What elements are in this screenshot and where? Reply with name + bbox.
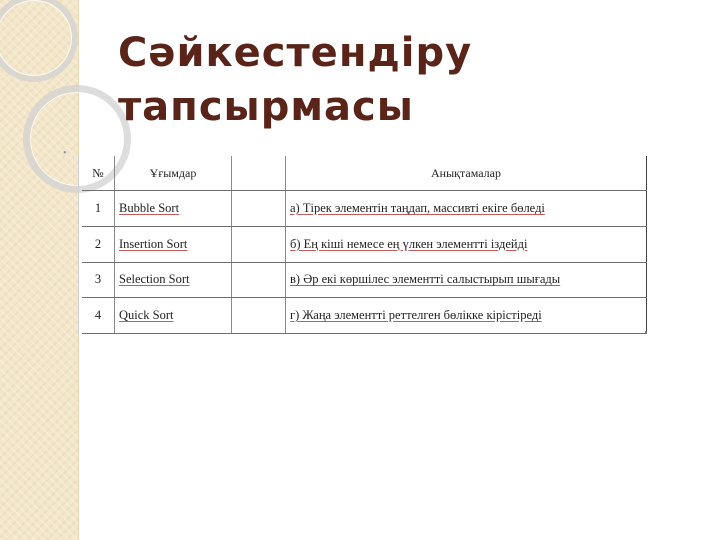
- header-empty-cell: [232, 156, 286, 191]
- row-definition[interactable]: г) Жаңа элементті реттелген бөлікке кірістіреді: [286, 298, 647, 334]
- row-empty-cell: [232, 226, 286, 262]
- row-empty-cell: [232, 191, 286, 227]
- row-definition[interactable]: в) Әр екі көршілес элементті салыстырып шығады: [286, 262, 647, 298]
- row-definition[interactable]: б) Ең кіші немесе ең үлкен элементті іздейді: [286, 226, 647, 262]
- table-corner-mark: [645, 331, 647, 333]
- table-left-edge: [78, 156, 79, 334]
- row-concept[interactable]: Insertion Sort: [115, 226, 232, 262]
- row-number: 2: [82, 226, 115, 262]
- row-concept[interactable]: Bubble Sort: [115, 191, 232, 227]
- row-concept[interactable]: Selection Sort: [115, 262, 232, 298]
- slide-title: Сәйкестендіру тапсырмасы: [118, 30, 473, 130]
- row-empty-cell: [232, 262, 286, 298]
- matching-table-container: [82, 156, 647, 334]
- row-number: 1: [82, 191, 115, 227]
- table-header-row: [82, 156, 647, 191]
- header-concepts: Ұғымдар: [115, 156, 232, 191]
- table-row: [82, 262, 647, 298]
- row-number: 3: [82, 262, 115, 298]
- row-definition[interactable]: а) Тірек элементін таңдап, массивті екіге бөледі: [286, 191, 647, 227]
- header-number: №: [82, 156, 115, 191]
- row-concept[interactable]: Quick Sort: [115, 298, 232, 334]
- table-row: [82, 226, 647, 262]
- table-row: [82, 191, 647, 227]
- row-empty-cell: [232, 298, 286, 334]
- table-row: [82, 298, 647, 334]
- matching-table: [82, 156, 647, 334]
- bullet-icon: •: [63, 148, 67, 159]
- row-number: 4: [82, 298, 115, 334]
- header-definitions: Анықтамалар: [286, 156, 647, 191]
